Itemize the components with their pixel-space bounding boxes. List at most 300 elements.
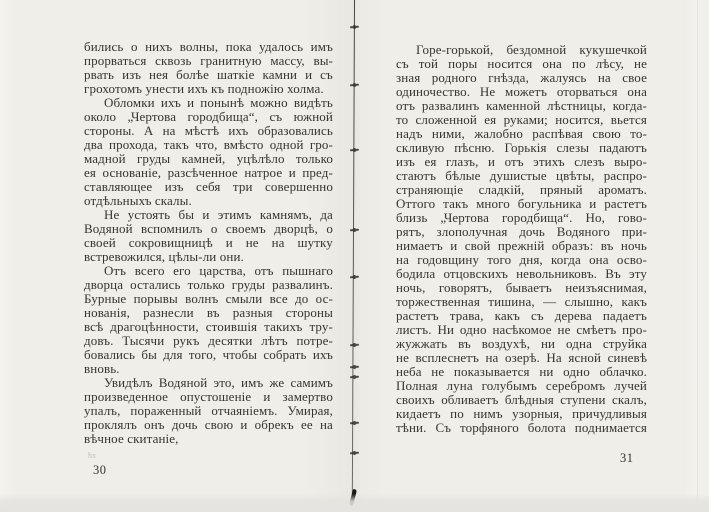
word: обливаетъ	[441, 393, 499, 407]
word: бовались	[84, 348, 136, 362]
word: скливую	[396, 141, 445, 155]
word: болота	[527, 421, 566, 435]
word: тру-	[309, 320, 333, 334]
text-line	[396, 211, 647, 225]
word: въ	[600, 239, 614, 253]
text-line	[396, 407, 647, 421]
word: бываетъ	[505, 281, 552, 295]
text-line	[84, 306, 333, 320]
word: оторваться	[556, 85, 618, 99]
word: распѣвая	[532, 127, 584, 141]
word: рвать	[84, 68, 115, 82]
text-line	[396, 127, 647, 141]
text-line	[84, 334, 333, 348]
text-line	[84, 376, 333, 390]
stitch-mark	[350, 452, 359, 455]
word: сложенной	[415, 113, 477, 127]
word: свою	[592, 127, 621, 141]
word: жалуясь	[540, 71, 587, 85]
word: скалъ,	[612, 393, 647, 407]
print-smudge: ћх	[88, 452, 96, 460]
text-line	[396, 239, 647, 253]
word: и	[225, 236, 233, 250]
word: прорваться	[84, 54, 147, 68]
word: до	[295, 292, 309, 306]
word: она	[542, 57, 562, 71]
word: болѣе	[176, 68, 209, 82]
word: выро-	[614, 155, 647, 169]
word: говорятъ,	[438, 281, 493, 295]
word: нея	[149, 68, 169, 82]
text-line	[396, 323, 647, 337]
text-line: вѣчное скитаніе,	[84, 432, 179, 446]
word: шутку	[297, 236, 333, 250]
left-page-text	[84, 40, 333, 446]
word: понынѣ	[200, 96, 245, 110]
word: жужжать	[396, 337, 448, 351]
word: о	[210, 222, 218, 236]
word: волнъ	[185, 292, 219, 306]
word: трава,	[449, 309, 484, 323]
word: листъ.	[396, 323, 432, 337]
word: развалинъ	[421, 99, 480, 113]
word: нованія,	[84, 306, 130, 320]
word: бы	[178, 208, 195, 222]
word: можетъ	[505, 85, 548, 99]
text-line	[396, 337, 647, 351]
text-line	[396, 225, 647, 239]
word: бодила	[396, 267, 436, 281]
word: тѣни.	[396, 421, 427, 435]
word: разнесли	[143, 306, 194, 320]
word: то	[396, 113, 409, 127]
word: Водяной	[158, 376, 208, 390]
word: по	[450, 407, 464, 421]
word: одиночество.	[396, 85, 471, 99]
word: нимаетъ	[396, 239, 443, 253]
stitch-mark	[350, 366, 359, 369]
page-number-left: 30	[93, 463, 107, 477]
word: эту	[629, 267, 647, 281]
text-line	[396, 71, 647, 85]
word: лучей	[614, 379, 647, 393]
word: ставляющее	[84, 180, 153, 194]
text-line	[396, 57, 647, 71]
word: неизъяснимая,	[565, 281, 647, 295]
word: какъ	[494, 309, 520, 323]
word: рукъ	[173, 334, 200, 348]
text-line	[396, 393, 647, 407]
word: образъ:	[551, 239, 594, 253]
word: дня,	[519, 253, 543, 267]
text-line	[396, 267, 647, 281]
scanner-bottom-band	[0, 494, 709, 512]
word: той	[418, 57, 439, 71]
word: причудливыя	[572, 407, 647, 421]
word: на	[271, 236, 285, 250]
stitch-mark	[350, 84, 359, 87]
word: онъ	[144, 418, 165, 432]
word: „Чертова	[127, 110, 177, 124]
word: не	[396, 351, 409, 365]
word: сладкій,	[478, 183, 525, 197]
word: пышнаго	[282, 264, 333, 278]
text-line: вновь.	[84, 362, 120, 376]
word: смыли	[225, 292, 263, 306]
text-line	[84, 166, 333, 180]
word: дочь	[519, 225, 545, 239]
word: его	[173, 264, 191, 278]
text-line	[84, 418, 333, 432]
word: На	[546, 351, 562, 365]
word: съ	[320, 68, 333, 82]
text-line	[84, 152, 333, 166]
word: когда-	[612, 99, 647, 113]
word: ее	[300, 418, 313, 432]
word: не	[245, 236, 259, 250]
word: прохода,	[109, 138, 158, 152]
text-line	[84, 124, 333, 138]
word: пораженный	[130, 404, 202, 418]
word: въ	[458, 337, 471, 351]
word: прежній	[497, 239, 545, 253]
word: гово-	[617, 211, 647, 225]
word: ясной	[568, 351, 602, 365]
word: можно	[250, 96, 288, 110]
word: вы-	[313, 54, 333, 68]
word: два	[84, 138, 103, 152]
word: струйка	[602, 337, 647, 351]
word: пряный	[539, 183, 583, 197]
stitch-mark	[350, 229, 359, 232]
word: Не	[479, 85, 496, 99]
word: озерѣ.	[504, 351, 540, 365]
word: Но,	[585, 211, 605, 225]
word: Горькія	[504, 141, 547, 155]
word: ними,	[431, 127, 465, 141]
word: рятъ,	[396, 225, 425, 239]
word: развалинъ.	[272, 278, 333, 292]
text-line	[396, 141, 647, 155]
word: съ	[396, 57, 409, 71]
word: пред-	[302, 166, 333, 180]
word: собрать	[263, 348, 307, 362]
word: этимъ	[217, 208, 252, 222]
word: луна	[446, 379, 473, 393]
word: натрое	[244, 166, 283, 180]
word: она	[589, 253, 609, 267]
text-line	[396, 281, 647, 295]
word: уцѣлѣло	[236, 152, 285, 166]
word: отъ	[396, 99, 416, 113]
word: самимъ	[290, 376, 333, 390]
word: свое	[622, 71, 647, 85]
word: и	[202, 208, 210, 222]
word: о	[130, 40, 138, 54]
word: зная	[396, 71, 421, 85]
word: бились	[84, 40, 124, 54]
word: упалъ,	[84, 404, 121, 418]
word: носится,	[555, 113, 604, 127]
word: ея	[484, 113, 497, 127]
word: Въ	[605, 267, 621, 281]
word: родного	[431, 71, 477, 85]
word: жалобно	[474, 127, 523, 141]
word: такъ	[443, 197, 469, 211]
word: злополучная	[436, 225, 508, 239]
text-line	[84, 110, 333, 124]
word: разныя	[232, 306, 273, 320]
text-line	[396, 365, 647, 379]
word: волны,	[179, 40, 219, 54]
page-number-right: 31	[620, 451, 634, 465]
word: слышно,	[564, 295, 614, 309]
word: ос-	[315, 292, 333, 306]
word: не	[557, 323, 571, 337]
word: же	[269, 376, 285, 390]
word: гро-	[309, 138, 333, 152]
text-line	[84, 68, 333, 82]
word: когда	[551, 253, 581, 267]
word: чтобы	[222, 348, 258, 362]
word: кидаетъ	[396, 407, 441, 421]
page-edge-line	[697, 0, 698, 500]
word: не	[634, 57, 647, 71]
word: торжественная	[396, 295, 480, 309]
word: руками;	[503, 113, 548, 127]
text-line	[396, 421, 647, 435]
word: гнѣзда,	[488, 71, 529, 85]
word: лѣстницы,	[547, 99, 606, 113]
word: ни	[539, 365, 554, 379]
word: удалось	[259, 40, 304, 54]
word: стороны	[285, 306, 333, 320]
word: что,	[195, 138, 218, 152]
word: ихъ	[228, 124, 249, 138]
text-line	[84, 40, 333, 54]
text-line	[396, 183, 647, 197]
word: и	[305, 68, 313, 82]
word: стоившія	[205, 320, 258, 334]
word: Тысячи	[122, 334, 165, 348]
word: имъ	[310, 40, 333, 54]
text-line	[84, 264, 333, 278]
right-page-text	[396, 43, 647, 435]
word: насѣкомое	[492, 323, 552, 337]
word: глазъ,	[445, 155, 479, 169]
text-line: отдѣльныхъ скалы.	[84, 194, 192, 208]
word: про-	[622, 323, 647, 337]
text-line	[396, 309, 647, 323]
word: того,	[188, 348, 217, 362]
word: камнямъ,	[259, 208, 313, 222]
text-line	[84, 208, 333, 222]
word: груды	[231, 278, 266, 292]
word: не	[431, 365, 445, 379]
text-line	[396, 99, 647, 113]
word: произведенное	[84, 390, 168, 404]
word: слезы	[556, 141, 590, 155]
word: себя	[196, 180, 221, 194]
word: нимъ	[473, 407, 503, 421]
word: съ	[269, 110, 283, 124]
word: одна	[566, 337, 592, 351]
word: много	[476, 197, 510, 211]
text-line	[84, 390, 333, 404]
word: цвѣты,	[556, 169, 595, 183]
text-line	[84, 54, 333, 68]
word: голубымъ	[481, 379, 538, 393]
word: и	[450, 239, 458, 253]
word: показывается	[453, 365, 530, 379]
word: изъ	[396, 155, 415, 169]
word: стаютъ	[396, 169, 437, 183]
word: то-	[630, 127, 647, 141]
word: воздухѣ,	[481, 337, 531, 351]
word: Не	[104, 208, 120, 222]
word: носится	[487, 57, 533, 71]
word: годовщину	[417, 253, 480, 267]
word: довъ.	[84, 334, 114, 348]
word: серебромъ	[545, 379, 606, 393]
word: городбища“.	[502, 211, 573, 225]
word: ступени	[560, 393, 606, 407]
word: лѣсу,	[595, 57, 624, 71]
word: и	[240, 418, 248, 432]
word: мадной	[84, 152, 126, 166]
word: Увидѣлъ	[104, 376, 153, 390]
word: дерева	[554, 309, 592, 323]
word: ихъ	[160, 96, 181, 110]
text-line	[84, 138, 333, 152]
text-line	[396, 253, 647, 267]
word: богульника	[517, 197, 582, 211]
word: пока	[225, 40, 252, 54]
text-line	[84, 180, 333, 194]
word: мѣстѣ	[184, 124, 220, 138]
word: пѣсню.	[454, 141, 495, 155]
word: своихъ	[396, 393, 435, 407]
word: бездомной	[506, 43, 567, 57]
text-line	[84, 404, 333, 418]
word: на	[597, 71, 611, 85]
word: бы	[141, 348, 157, 362]
word: десятки	[208, 334, 253, 348]
word: распро-	[603, 169, 647, 183]
word: при-	[621, 225, 647, 239]
word: растетъ	[396, 309, 439, 323]
word: и	[589, 197, 597, 211]
word: въ	[206, 306, 220, 320]
text-line	[84, 278, 333, 292]
word: и	[288, 166, 296, 180]
word: городбища“,	[187, 110, 258, 124]
text-line	[84, 236, 333, 250]
word: остались	[130, 278, 181, 292]
word: отъ	[504, 155, 524, 169]
text-line	[396, 197, 647, 211]
text-line	[396, 295, 647, 309]
word: на	[396, 253, 409, 267]
word: Полная	[396, 379, 438, 393]
word: своемъ	[225, 222, 266, 236]
word: дворцѣ,	[274, 222, 318, 236]
text-line	[84, 292, 333, 306]
word: да	[320, 208, 333, 222]
word: по	[572, 57, 586, 71]
word: своей	[84, 236, 116, 250]
word: ночь,	[396, 281, 426, 295]
word: близь	[396, 211, 428, 225]
word: страняющіе	[396, 183, 464, 197]
word: одно	[563, 365, 590, 379]
text-line	[84, 222, 333, 236]
word: всплеснетъ	[415, 351, 479, 365]
word: устоять	[127, 208, 171, 222]
word: падаетъ	[602, 309, 647, 323]
word: узорныя,	[512, 407, 563, 421]
word: видѣть	[293, 96, 333, 110]
word: свою	[204, 418, 234, 432]
word: дворца	[84, 278, 124, 292]
word: груды	[136, 152, 171, 166]
word: каменной	[486, 99, 541, 113]
word: замертво	[282, 390, 333, 404]
word: разсѣченное	[167, 166, 238, 180]
word: совершенно	[264, 180, 333, 194]
word: свой	[464, 239, 491, 253]
word: обрекъ	[254, 418, 294, 432]
word: на	[319, 418, 333, 432]
text-line	[396, 169, 647, 183]
word: душистые	[489, 169, 547, 183]
word: Оттого	[396, 197, 436, 211]
word: все	[269, 292, 288, 306]
word: Умирая,	[287, 404, 333, 418]
word: одно	[459, 323, 487, 337]
word: изъ	[164, 180, 184, 194]
word: ни	[540, 337, 556, 351]
text-line	[396, 85, 647, 99]
text-line	[84, 96, 333, 110]
word: потре-	[296, 334, 333, 348]
word: нихъ	[145, 40, 173, 54]
word: синевѣ	[607, 351, 647, 365]
word: вспомнилъ	[141, 222, 203, 236]
stitch-mark	[350, 149, 359, 152]
word: драгоцѣнности,	[110, 320, 199, 334]
word: блѣдныя	[504, 393, 554, 407]
word: Водяной	[84, 222, 133, 236]
stitch-mark	[350, 344, 359, 347]
word: Ни	[437, 323, 455, 337]
word: отчаяніемъ.	[211, 404, 278, 418]
word: отъ	[254, 264, 274, 278]
word: сквозь	[155, 54, 192, 68]
word: изъ	[122, 68, 142, 82]
word: имъ	[241, 376, 264, 390]
word: Отъ	[104, 264, 127, 278]
word: такъ	[163, 138, 189, 152]
word: того	[487, 253, 512, 267]
text-line	[396, 43, 647, 57]
word: три	[232, 180, 253, 194]
word: смѣетъ	[576, 323, 617, 337]
word: торфяного	[460, 421, 519, 435]
word: это,	[213, 376, 235, 390]
word: стороны.	[84, 124, 135, 138]
text-line: грохотомъ унести ихъ къ подножію холма.	[84, 82, 324, 96]
